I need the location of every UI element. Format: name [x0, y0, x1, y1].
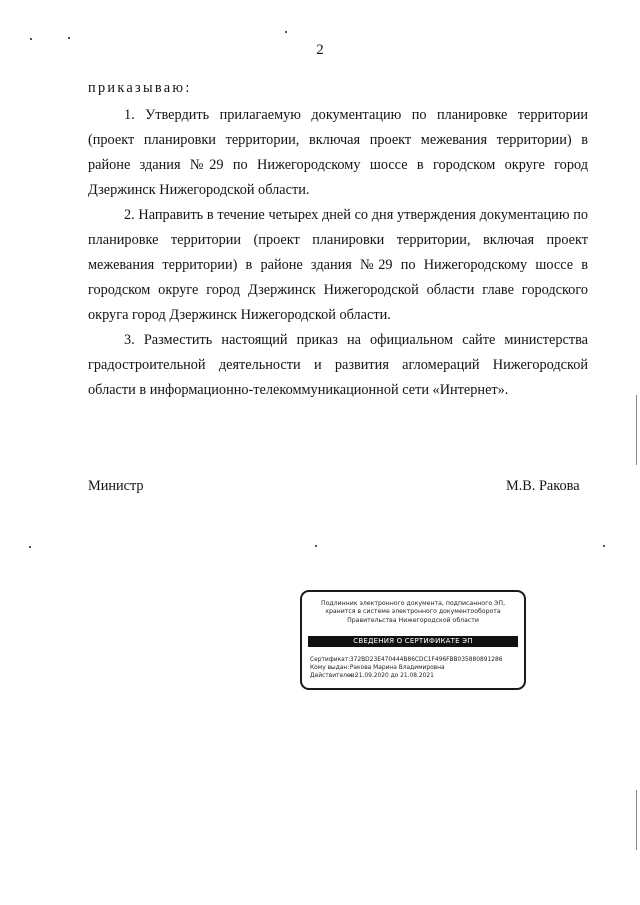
scan-edge-line — [636, 395, 637, 465]
stamp-header-line: Подлинник электронного документа, подписанного ЭП, — [320, 600, 506, 607]
stamp-row-value: 372BD23E470444B86CDC1F496FBB035880891286 — [349, 657, 503, 663]
stamp-certificate-bar: СВЕДЕНИЯ О СЕРТИФИКАТЕ ЭП — [308, 636, 518, 647]
stamp-row-value: с 21.09.2020 до 21.08.2021 — [349, 673, 434, 679]
scan-speck — [30, 38, 32, 40]
document-body — [88, 76, 588, 403]
scan-speck — [29, 546, 31, 548]
stamp-details — [310, 656, 518, 680]
stamp-header-line: хранится в системе электронного документооборота — [325, 608, 501, 616]
stamp-header — [302, 600, 524, 625]
stamp-row-issued-to — [310, 664, 518, 672]
stamp-row-certificate — [310, 656, 518, 664]
signatory-title: Министр — [88, 478, 144, 494]
scan-speck — [315, 545, 317, 547]
scan-edge-line — [636, 790, 637, 850]
order-item-3: 3. Разместить настоящий приказ на официальном сайте министерства градостроительной деятельности и развития агломераций Нижегородской области в информационно-телекоммуникационной сети «Интернет». — [88, 332, 588, 398]
stamp-header-line: Правительства Нижегородской области — [347, 616, 479, 624]
scan-speck — [603, 545, 605, 547]
stamp-row-validity — [310, 672, 518, 680]
stamp-row-value: Ракова Марина Владимировна — [349, 665, 445, 671]
stamp-row-key: Действителен: — [310, 673, 357, 679]
scan-speck — [285, 31, 287, 33]
order-item-1: 1. Утвердить прилагаемую документацию по планировке территории (проект планировки территории, включая проект межевания территории) в районе здания №29 по Нижегородскому шоссе в городском округе город Дзержинск Нижегородской области. — [88, 107, 588, 198]
stamp-row-key: Кому выдан: — [310, 665, 350, 671]
page-number: 2 — [316, 42, 324, 58]
order-lead: приказываю: — [88, 80, 192, 96]
electronic-signature-stamp — [300, 590, 526, 690]
order-item-2: 2. Направить в течение четырех дней со дня утверждения документацию по планировке территории (проект планировки территории, включая проект межевания территории) в районе здания №29 по Нижегородскому шоссе в городском округе город Дзержинск Нижегородской области главе городского округа город Дзержинск Нижегородской области. — [88, 207, 588, 323]
signatory-name: М.В. Ракова — [506, 478, 580, 494]
scan-speck — [68, 37, 70, 39]
stamp-row-key: Сертификат: — [310, 657, 351, 663]
